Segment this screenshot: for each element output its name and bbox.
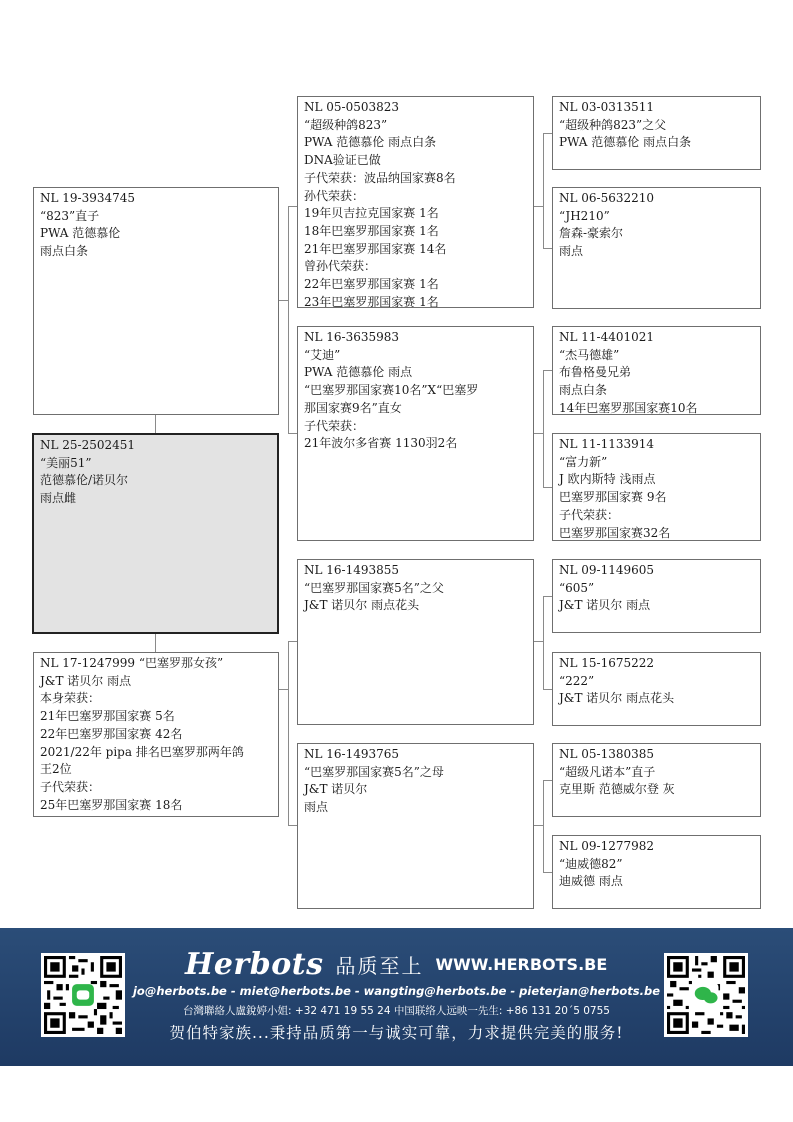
dam-box[interactable] — [33, 652, 279, 817]
info-line: 雨点白条 — [559, 383, 608, 398]
info-line: 范德慕伦/诺贝尔 — [40, 473, 129, 488]
info-line: J 欧内斯特 浅雨点 — [559, 472, 656, 487]
info-line: 本身荣获： — [40, 691, 101, 706]
info-line: 克里斯 范德威尔登 灰 — [559, 782, 675, 797]
ring-number: NL 06-5632210 — [559, 191, 655, 205]
info-line: “巴塞罗那国家赛5名”之父 — [304, 580, 444, 595]
info-line: DNA验证已做 — [304, 153, 381, 168]
ring-number: NL 15-1675222 — [559, 656, 655, 670]
connector — [155, 414, 156, 434]
info-line: “巴塞罗那国家赛10名”X“巴塞罗 — [304, 383, 479, 398]
ring-number: NL 09-1149605 — [559, 563, 655, 577]
info-line: 22年巴塞罗那国家赛 42名 — [40, 726, 183, 741]
connector — [533, 433, 543, 434]
info-line: 子代荣获： — [40, 779, 101, 794]
info-line: J&T 诺贝尔 雨点 — [40, 673, 132, 688]
company-motto: 贺伯特家族...秉持品质第一与诚实可靠，力求提供完美的服务! — [169, 1024, 624, 1042]
info-line: 21年巴塞罗那国家赛 5名 — [40, 709, 175, 724]
herbots-logo[interactable]: Herbots — [185, 946, 324, 982]
subject-box[interactable] — [32, 433, 279, 634]
email-list[interactable]: jo@herbots.be - miet@herbots.be - wangting@herbots.be - pieterjan@herbots.be — [132, 984, 661, 998]
info-line: “222” — [559, 673, 595, 688]
info-line: 巴塞罗那国家赛32名 — [559, 525, 671, 540]
info-line: 雨点雌 — [40, 491, 77, 506]
info-line: PWA 范德慕伦 雨点白条 — [304, 135, 437, 150]
info-line: “巴塞罗那国家赛5名”之母 — [304, 764, 444, 779]
info-line: 21年巴塞罗那国家赛 14名 — [304, 241, 447, 256]
info-line: “美丽51” — [40, 455, 92, 470]
info-line: J&T 诺贝尔 雨点花头 — [559, 691, 675, 706]
info-line: “杰马德雄” — [559, 347, 620, 362]
info-line: PWA 范德慕伦 雨点 — [304, 365, 413, 380]
brand-tagline: 品质至上 — [335, 953, 424, 978]
info-line: 王2位 — [40, 762, 72, 777]
info-line: J&T 诺贝尔 雨点花头 — [304, 598, 420, 613]
info-line: “823”直子 — [40, 208, 100, 223]
sire-dam-box[interactable] — [297, 326, 534, 541]
info-line: 22年巴塞罗那国家赛 1名 — [304, 277, 439, 292]
ring-number: NL 16-1493765 — [304, 747, 400, 761]
ring-number: NL 25-2502451 — [40, 438, 136, 452]
ring-number: NL 16-3635983 — [304, 330, 400, 344]
ring-number: NL 03-0313511 — [559, 100, 655, 114]
info-line: 雨点 — [559, 244, 584, 259]
info-line: 子代荣获： — [559, 507, 620, 522]
connector — [543, 133, 544, 248]
info-line: 迪威德 雨点 — [559, 874, 623, 889]
info-line: J&T 诺贝尔 雨点 — [559, 598, 651, 613]
info-line: 詹森-豪索尔 — [559, 226, 624, 241]
ring-number: NL 17-1247999 “巴塞罗那女孩” — [40, 656, 224, 670]
info-line: 那国家赛9名”直女 — [304, 400, 402, 415]
connector — [533, 206, 543, 207]
info-line: 雨点 — [304, 800, 329, 815]
dam-dam-box[interactable] — [297, 743, 534, 909]
connector — [155, 633, 156, 652]
connector — [543, 780, 544, 872]
info-line: “富力新” — [559, 454, 608, 469]
connector — [288, 206, 289, 433]
qr-code-graphic — [667, 956, 745, 1034]
info-line: 25年巴塞罗那国家赛 18名 — [40, 797, 183, 812]
info-line: “605” — [559, 580, 595, 595]
info-line: 巴塞罗那国家赛 9名 — [559, 490, 667, 505]
sire-sire-dam-box[interactable] — [552, 187, 761, 309]
connector — [278, 689, 288, 690]
dam-sire-box[interactable] — [297, 559, 534, 725]
ring-number: NL 11-4401021 — [559, 330, 655, 344]
dam-dam-sire-box[interactable] — [552, 743, 761, 817]
info-line: “超级种鸽823”之父 — [559, 117, 667, 132]
ring-number: NL 11-1133914 — [559, 437, 655, 451]
info-line: 18年巴塞罗那国家赛 1名 — [304, 223, 439, 238]
info-line: 2021/22年 pipa 排名巴塞罗那两年鸽 — [40, 744, 244, 759]
info-line: “JH210” — [559, 208, 610, 223]
info-line: 子代荣获：波品纳国家赛8名 — [304, 170, 456, 185]
contact-phones: 台灣聯絡人盧銳婷小姐: +32 471 19 55 24 中国联络人远映一先生: +86 131 20´5 0755 — [183, 1005, 610, 1017]
connector — [278, 300, 288, 301]
ring-number: NL 05-1380385 — [559, 747, 655, 761]
dam-sire-sire-box[interactable] — [552, 559, 761, 633]
info-line: PWA 范德慕伦 — [40, 226, 121, 241]
info-line: PWA 范德慕伦 雨点白条 — [559, 135, 692, 150]
info-line: 23年巴塞罗那国家赛 1名 — [304, 294, 439, 308]
info-line: “超级凡诺本”直子 — [559, 764, 656, 779]
info-line: 19年贝吉拉克国家赛 1名 — [304, 206, 439, 221]
info-line: “迪威德82” — [559, 856, 623, 871]
ring-number: NL 05-0503823 — [304, 100, 400, 114]
info-line: 孙代荣获： — [304, 188, 365, 203]
connector — [533, 641, 543, 642]
info-line: 雨点白条 — [40, 244, 89, 259]
ring-number: NL 09-1277982 — [559, 839, 655, 853]
info-line: 曾孙代荣获： — [304, 259, 377, 274]
info-line: J&T 诺贝尔 — [304, 782, 368, 797]
ring-number: NL 19-3934745 — [40, 191, 136, 205]
footer-banner — [0, 928, 793, 1066]
ring-number: NL 16-1493855 — [304, 563, 400, 577]
sire-dam-sire-box[interactable] — [552, 326, 761, 415]
info-line: 子代荣获： — [304, 418, 365, 433]
sire-sire-box[interactable] — [297, 96, 534, 308]
sire-dam-dam-box[interactable] — [552, 433, 761, 541]
dam-sire-dam-box[interactable] — [552, 652, 761, 726]
info-line: “超级种鸽823” — [304, 117, 388, 132]
connector — [533, 825, 543, 826]
dam-dam-dam-box[interactable] — [552, 835, 761, 909]
info-line: 布鲁格曼兄弟 — [559, 365, 632, 380]
website-link[interactable]: WWW.HERBOTS.BE — [435, 954, 608, 974]
sire-box[interactable] — [33, 187, 279, 415]
connector — [543, 596, 544, 689]
brand-row — [185, 944, 607, 984]
qr-code-right[interactable] — [664, 953, 748, 1037]
connector — [543, 370, 544, 487]
connector — [288, 641, 289, 825]
sire-sire-sire-box[interactable] — [552, 96, 761, 170]
info-line: “艾迪” — [304, 347, 341, 362]
info-line: 14年巴塞罗那国家赛10名 — [559, 400, 698, 415]
info-line: 21年波尔多省赛 1130羽2名 — [304, 436, 458, 451]
